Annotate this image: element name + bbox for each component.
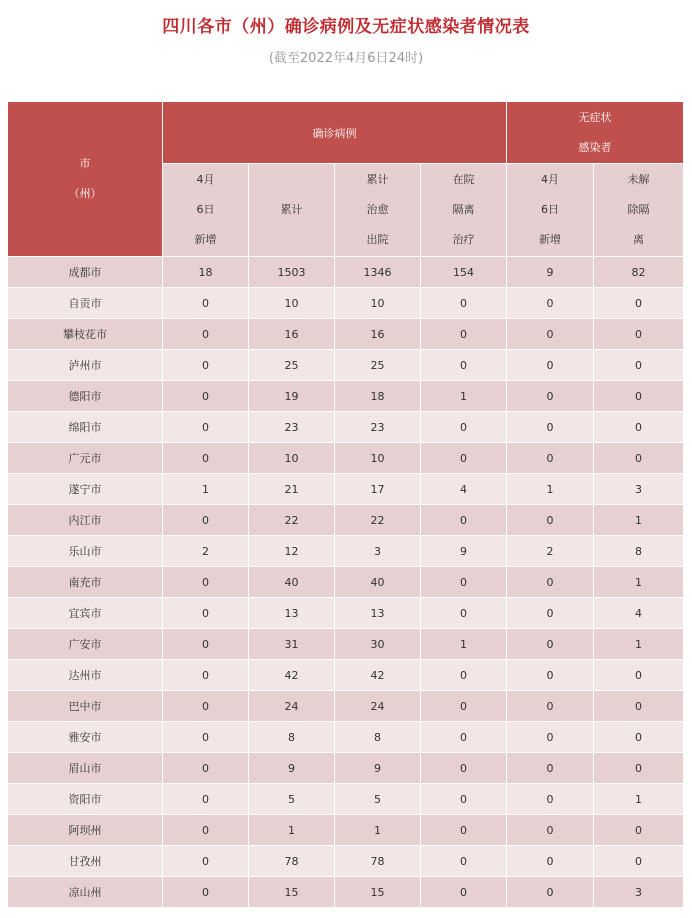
- value-cell: 30: [335, 629, 421, 660]
- value-cell: 0: [163, 629, 249, 660]
- value-cell: 0: [507, 660, 594, 691]
- city-cell: 成都市: [8, 257, 163, 288]
- value-cell: 0: [163, 350, 249, 381]
- city-cell: 阿坝州: [8, 815, 163, 846]
- value-cell: 1: [421, 629, 507, 660]
- value-cell: 1: [507, 474, 594, 505]
- table-row: [8, 784, 684, 815]
- value-cell: 0: [594, 846, 684, 877]
- value-cell: 23: [249, 412, 335, 443]
- table-row: [8, 257, 684, 288]
- table-row: [8, 443, 684, 474]
- value-cell: 0: [507, 319, 594, 350]
- value-cell: 1503: [249, 257, 335, 288]
- value-cell: 25: [335, 350, 421, 381]
- value-cell: 0: [421, 505, 507, 536]
- table-row: [8, 319, 684, 350]
- value-cell: 9: [335, 753, 421, 784]
- value-cell: 0: [163, 691, 249, 722]
- city-cell: 遂宁市: [8, 474, 163, 505]
- value-cell: 1: [249, 815, 335, 846]
- table-row: [8, 350, 684, 381]
- value-cell: 3: [335, 536, 421, 567]
- value-cell: 1: [421, 381, 507, 412]
- value-cell: 0: [507, 567, 594, 598]
- value-cell: 22: [249, 505, 335, 536]
- value-cell: 0: [163, 381, 249, 412]
- value-cell: 8: [249, 722, 335, 753]
- table-row: [8, 381, 684, 412]
- value-cell: 0: [163, 877, 249, 908]
- header-city: 市 （州）: [8, 102, 163, 257]
- value-cell: 0: [507, 753, 594, 784]
- value-cell: 0: [163, 722, 249, 753]
- value-cell: 0: [163, 815, 249, 846]
- header-confirmed-total: 累计: [249, 164, 335, 257]
- city-cell: 巴中市: [8, 691, 163, 722]
- table-row: [8, 660, 684, 691]
- value-cell: 4: [421, 474, 507, 505]
- value-cell: 0: [507, 815, 594, 846]
- header-asymptomatic: 无症状 感染者: [507, 102, 684, 164]
- value-cell: 10: [335, 288, 421, 319]
- table-row: [8, 629, 684, 660]
- value-cell: 0: [421, 288, 507, 319]
- city-cell: 资阳市: [8, 784, 163, 815]
- value-cell: 24: [249, 691, 335, 722]
- header-confirmed-cured: 累计 治愈 出院: [335, 164, 421, 257]
- city-cell: 自贡市: [8, 288, 163, 319]
- header-confirmed-hospital: 在院 隔离 治疗: [421, 164, 507, 257]
- city-cell: 达州市: [8, 660, 163, 691]
- value-cell: 1346: [335, 257, 421, 288]
- value-cell: 1: [594, 567, 684, 598]
- table-row: [8, 536, 684, 567]
- value-cell: 5: [249, 784, 335, 815]
- case-table: [7, 101, 684, 908]
- value-cell: 0: [594, 319, 684, 350]
- header-asym-new: 4月 6日 新增: [507, 164, 594, 257]
- value-cell: 19: [249, 381, 335, 412]
- value-cell: 0: [421, 784, 507, 815]
- value-cell: 0: [594, 753, 684, 784]
- table-row: [8, 877, 684, 908]
- value-cell: 2: [507, 536, 594, 567]
- value-cell: 0: [163, 443, 249, 474]
- value-cell: 0: [421, 319, 507, 350]
- value-cell: 0: [507, 722, 594, 753]
- table-row: [8, 815, 684, 846]
- value-cell: 0: [507, 784, 594, 815]
- value-cell: 0: [421, 691, 507, 722]
- value-cell: 0: [163, 753, 249, 784]
- value-cell: 0: [163, 412, 249, 443]
- value-cell: 0: [163, 660, 249, 691]
- table-row: [8, 505, 684, 536]
- value-cell: 17: [335, 474, 421, 505]
- value-cell: 31: [249, 629, 335, 660]
- value-cell: 0: [507, 412, 594, 443]
- value-cell: 1: [594, 629, 684, 660]
- value-cell: 13: [335, 598, 421, 629]
- value-cell: 0: [507, 288, 594, 319]
- value-cell: 25: [249, 350, 335, 381]
- value-cell: 3: [594, 474, 684, 505]
- city-cell: 绵阳市: [8, 412, 163, 443]
- value-cell: 10: [249, 443, 335, 474]
- value-cell: 78: [335, 846, 421, 877]
- table-row: [8, 288, 684, 319]
- value-cell: 0: [507, 443, 594, 474]
- value-cell: 0: [507, 846, 594, 877]
- value-cell: 0: [421, 753, 507, 784]
- value-cell: 78: [249, 846, 335, 877]
- header-confirmed-new: 4月 6日 新增: [163, 164, 249, 257]
- value-cell: 18: [335, 381, 421, 412]
- value-cell: 0: [507, 691, 594, 722]
- value-cell: 0: [421, 722, 507, 753]
- value-cell: 0: [594, 443, 684, 474]
- value-cell: 0: [507, 629, 594, 660]
- value-cell: 0: [421, 815, 507, 846]
- value-cell: 0: [594, 815, 684, 846]
- city-cell: 乐山市: [8, 536, 163, 567]
- value-cell: 22: [335, 505, 421, 536]
- city-cell: 雅安市: [8, 722, 163, 753]
- value-cell: 13: [249, 598, 335, 629]
- city-cell: 甘孜州: [8, 846, 163, 877]
- city-cell: 广安市: [8, 629, 163, 660]
- value-cell: 0: [507, 598, 594, 629]
- table-row: [8, 722, 684, 753]
- value-cell: 42: [335, 660, 421, 691]
- value-cell: 9: [507, 257, 594, 288]
- value-cell: 21: [249, 474, 335, 505]
- table-row: [8, 846, 684, 877]
- value-cell: 16: [335, 319, 421, 350]
- value-cell: 0: [594, 381, 684, 412]
- value-cell: 154: [421, 257, 507, 288]
- value-cell: 0: [163, 784, 249, 815]
- value-cell: 8: [594, 536, 684, 567]
- value-cell: 0: [421, 567, 507, 598]
- value-cell: 0: [594, 660, 684, 691]
- value-cell: 42: [249, 660, 335, 691]
- value-cell: 2: [163, 536, 249, 567]
- value-cell: 0: [163, 598, 249, 629]
- value-cell: 0: [594, 722, 684, 753]
- value-cell: 0: [507, 877, 594, 908]
- value-cell: 4: [594, 598, 684, 629]
- value-cell: 24: [335, 691, 421, 722]
- city-cell: 泸州市: [8, 350, 163, 381]
- value-cell: 0: [163, 319, 249, 350]
- page-subtitle: (截至2022年4月6日24时): [268, 51, 424, 66]
- value-cell: 0: [421, 412, 507, 443]
- value-cell: 8: [335, 722, 421, 753]
- value-cell: 0: [163, 567, 249, 598]
- value-cell: 10: [249, 288, 335, 319]
- value-cell: 10: [335, 443, 421, 474]
- city-cell: 内江市: [8, 505, 163, 536]
- table-row: [8, 412, 684, 443]
- value-cell: 1: [594, 505, 684, 536]
- value-cell: 9: [249, 753, 335, 784]
- value-cell: 5: [335, 784, 421, 815]
- value-cell: 3: [594, 877, 684, 908]
- value-cell: 1: [594, 784, 684, 815]
- value-cell: 0: [594, 412, 684, 443]
- value-cell: 15: [249, 877, 335, 908]
- value-cell: 0: [421, 350, 507, 381]
- value-cell: 0: [594, 288, 684, 319]
- value-cell: 9: [421, 536, 507, 567]
- value-cell: 16: [249, 319, 335, 350]
- city-cell: 南充市: [8, 567, 163, 598]
- table-row: [8, 474, 684, 505]
- value-cell: 0: [163, 846, 249, 877]
- value-cell: 1: [335, 815, 421, 846]
- city-cell: 凉山州: [8, 877, 163, 908]
- value-cell: 0: [421, 877, 507, 908]
- value-cell: 0: [507, 381, 594, 412]
- value-cell: 23: [335, 412, 421, 443]
- value-cell: 40: [335, 567, 421, 598]
- value-cell: 0: [507, 505, 594, 536]
- header-asym-isolation: 未解 除隔 离: [594, 164, 684, 257]
- city-cell: 广元市: [8, 443, 163, 474]
- value-cell: 0: [421, 598, 507, 629]
- city-cell: 攀枝花市: [8, 319, 163, 350]
- value-cell: 0: [163, 505, 249, 536]
- table-row: [8, 753, 684, 784]
- table-row: [8, 598, 684, 629]
- value-cell: 1: [163, 474, 249, 505]
- value-cell: 0: [594, 691, 684, 722]
- city-cell: 宜宾市: [8, 598, 163, 629]
- value-cell: 0: [421, 846, 507, 877]
- value-cell: 0: [421, 660, 507, 691]
- value-cell: 40: [249, 567, 335, 598]
- value-cell: 0: [507, 350, 594, 381]
- value-cell: 0: [421, 443, 507, 474]
- value-cell: 0: [163, 288, 249, 319]
- table-row: [8, 567, 684, 598]
- page-title: 四川各市（州）确诊病例及无症状感染者情况表: [162, 17, 530, 37]
- city-cell: 德阳市: [8, 381, 163, 412]
- value-cell: 0: [594, 350, 684, 381]
- value-cell: 12: [249, 536, 335, 567]
- table-row: [8, 691, 684, 722]
- value-cell: 18: [163, 257, 249, 288]
- value-cell: 15: [335, 877, 421, 908]
- header-confirmed: 确诊病例: [163, 102, 507, 164]
- city-cell: 眉山市: [8, 753, 163, 784]
- value-cell: 82: [594, 257, 684, 288]
